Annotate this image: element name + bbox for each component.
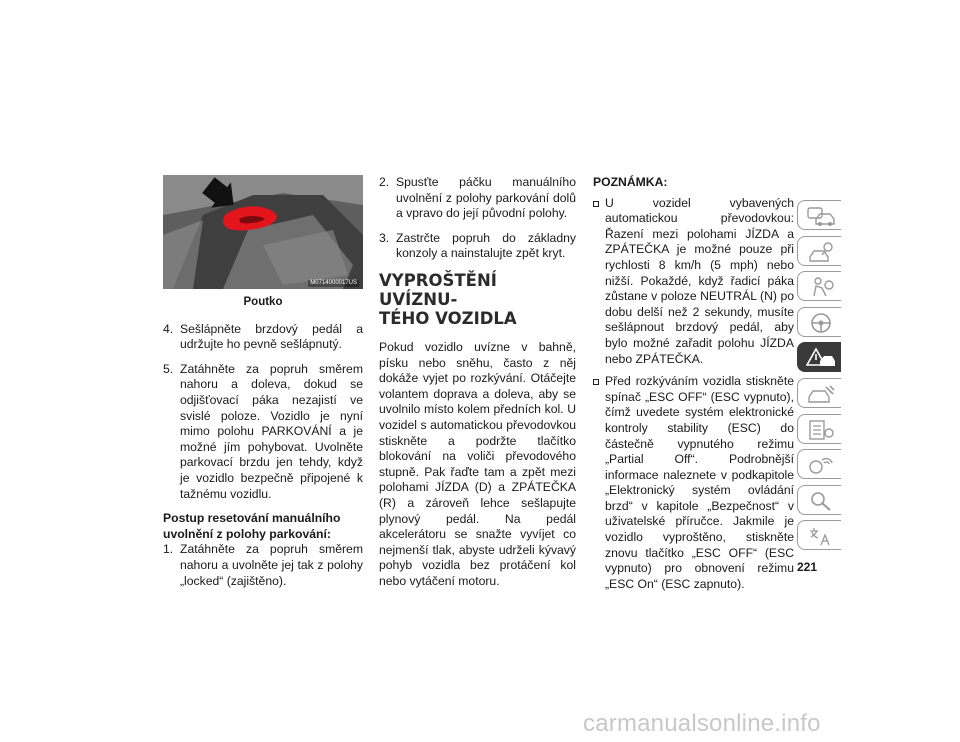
list-item	[379, 175, 576, 222]
list-item	[163, 322, 363, 353]
list-item	[163, 362, 363, 502]
tab-emergency[interactable]	[797, 342, 841, 372]
left-column	[163, 175, 363, 598]
tab-car-info[interactable]	[797, 200, 841, 230]
emergency-triangle-car-icon	[806, 347, 836, 369]
tab-keys[interactable]	[797, 236, 841, 266]
item-text: Zatáhněte za popruh směrem nahoru a uvolněte jej tak z polohy „locked“ (zajištěno).	[180, 542, 363, 588]
item-text: Spusťte páčku manuálního uvolnění z polohy parkování dolů a vpravo do její původní polohy.	[396, 175, 576, 221]
tab-specifications[interactable]	[797, 414, 841, 444]
steering-wheel-icon	[806, 312, 836, 334]
item-number: 1.	[163, 542, 174, 557]
body-paragraph: Pokud vozidlo uvízne v bahně, písku nebo sněhu, často z něj dokáže vyjet po rozkývání. Otáčejte volantem doprava a doleva, aby se uvolnilo místo kolem předních kol. U vozidel s automatickou převodovkou stiskněte a podržte tlačítko blokování na voliči převodového stupně. Pak řaďte tam a zpět mezi polohami JÍZDA (D) a ZPÁTEČKA (R) a zároveň lehce sešlapujte plynový pedál. Na pedál akcelerátoru se snažte vyvíjet co nejmenší tlak, abyste udrželi kývavý pohyb vozidla bez protáčení kol nebo vytáčení motoru.	[379, 339, 576, 588]
magnifier-icon	[806, 490, 836, 512]
watermark: carmanualsonline.info	[583, 710, 821, 737]
list-item	[163, 542, 363, 589]
tab-service[interactable]	[797, 378, 841, 408]
language-icon	[806, 525, 836, 547]
tab-safety[interactable]	[797, 271, 841, 301]
middle-column	[379, 175, 576, 589]
chapter-tabs	[797, 200, 845, 556]
square-bullet-icon	[593, 374, 605, 592]
car-service-icon	[806, 383, 836, 405]
tab-languages[interactable]	[797, 520, 841, 550]
right-column	[593, 175, 794, 599]
note-bullet	[593, 374, 794, 592]
tab-driving[interactable]	[797, 307, 841, 337]
section-title	[379, 271, 576, 328]
square-bullet-icon	[593, 196, 605, 368]
list-item	[379, 231, 576, 262]
bullet-text: U vozidel vybavených automatickou převodovkou: Řazení mezi polohami JÍZDA a ZPÁTEČKA je možné pouze při rychlosti 8 km/h (5 mph) nebo nižší. Pokaždé, když řadicí páka zůstane v poloze NEUTRÁL (N) po dobu delší než 2 sekundy, musíte sešlápnout brzdový pedál, aby bylo možné zařadit polohu JÍZDA nebo ZPÁTEČKA.	[605, 195, 794, 366]
specifications-list-icon	[806, 419, 836, 441]
item-number: 5.	[163, 361, 174, 376]
subheading: Postup resetování manuálního uvolnění z polohy parkování:	[163, 511, 341, 541]
note-bullet	[593, 196, 794, 368]
tab-multimedia[interactable]	[797, 449, 841, 479]
release-strap-photo	[163, 175, 363, 289]
item-number: 3.	[379, 230, 390, 245]
section-title-line: TÉHO VOZIDLA	[379, 308, 517, 328]
note-title: POZNÁMKA:	[593, 175, 668, 189]
item-text: Zatáhněte za popruh směrem nahoru a doleva, dokud se odjišťovací páka nezajistí ve svislé poloze. Vozidlo je nyní mimo polohu PARKOVÁNÍ a je možné jím pohybovat. Uvolněte parkovací brzdu jen tehdy, když je vozidlo bezpečně připojené k tažnému vozidlu.	[180, 361, 363, 501]
image-code: M0714000017US	[310, 280, 357, 286]
car-key-icon	[806, 241, 836, 263]
item-text: Zastrčte popruh do základny konzoly a nainstalujte zpět kryt.	[396, 230, 576, 261]
car-info-icon	[806, 205, 836, 227]
tab-index[interactable]	[797, 485, 841, 515]
page-number: 221	[797, 560, 818, 574]
item-text: Sešlápněte brzdový pedál a udržujte ho pevně sešlápnutý.	[180, 321, 363, 352]
figure-caption: Poutko	[243, 296, 283, 308]
item-number: 4.	[163, 321, 174, 336]
item-number: 2.	[379, 175, 390, 189]
strap-illustration	[163, 175, 363, 289]
airbag-seat-icon	[806, 276, 836, 298]
section-title-line: VYPROŠTĚNÍ UVÍZNU-	[379, 270, 497, 309]
bullet-text: Před rozkýváním vozidla stiskněte spínač „ESC OFF“ (ESC vypnuto), čímž uvedete systém elektronické kontroly stability (ESC) do částečně vypnutého režimu „Partial Off“. Podrobnější informace naleznete v podkapitole „Elektronický systém ovládání brzd“ v kapitole „Bezpečnost“ v uživatelské příručce. Jakmile je vozidlo vyproštěno, stiskněte znovu tlačítko „ESC OFF“ (ESC vypnuto) pro obnovení režimu „ESC On“ (ESC zapnuto).	[605, 374, 794, 591]
multimedia-icon	[806, 454, 836, 476]
